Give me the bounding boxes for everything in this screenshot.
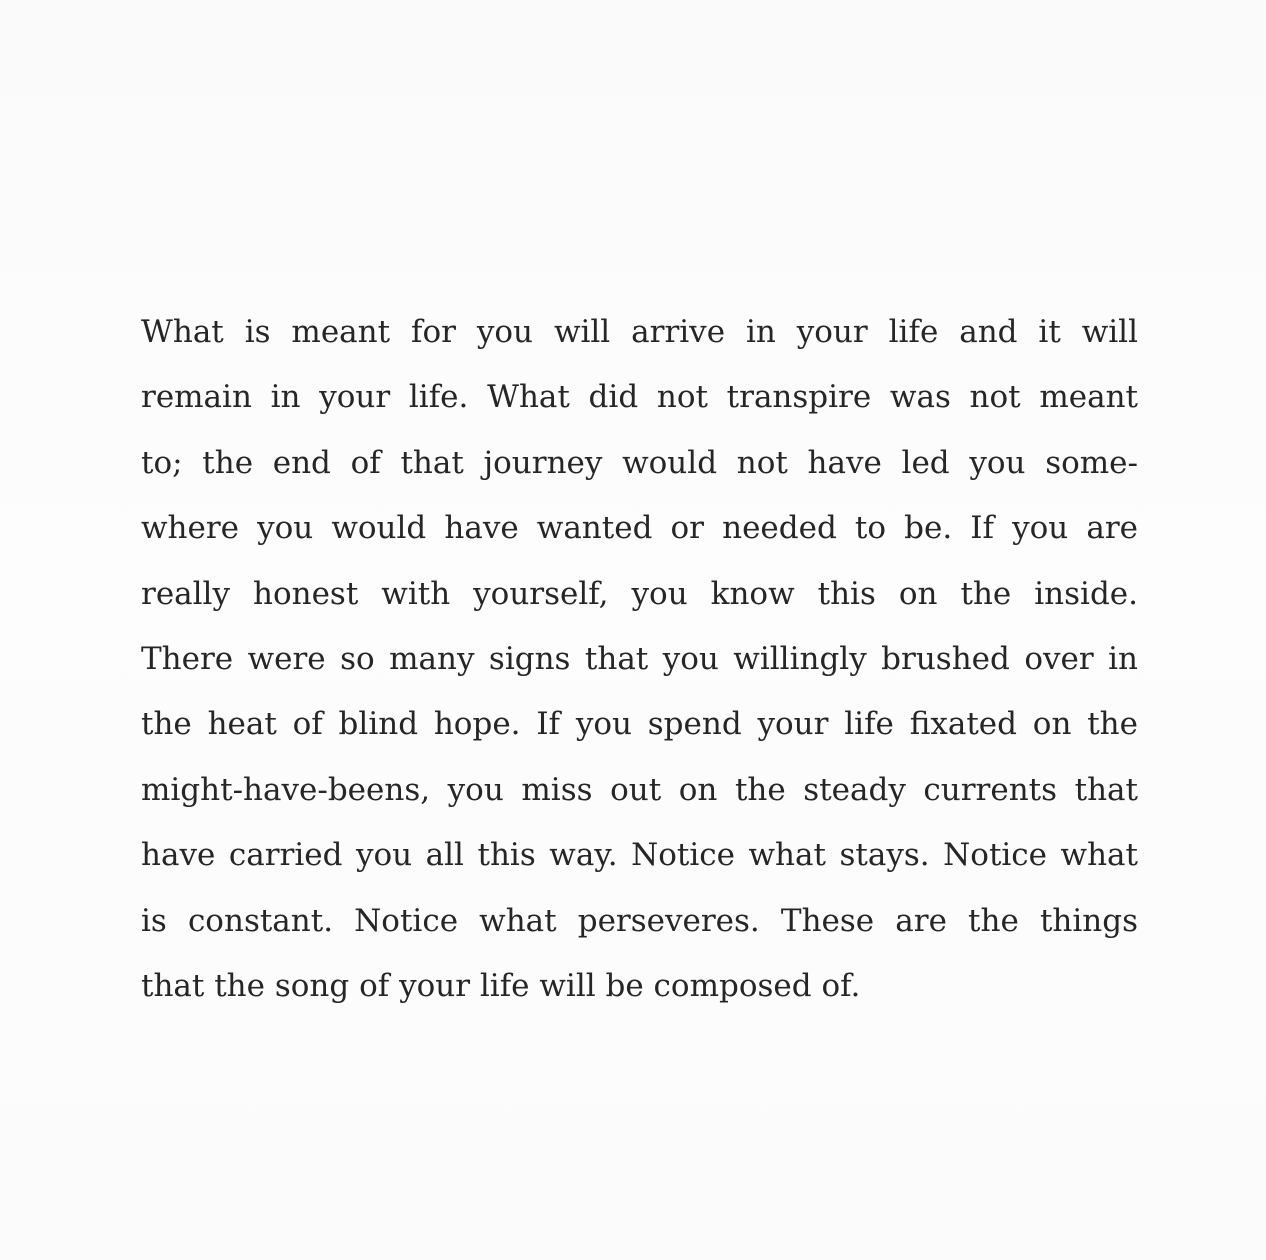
text-line: to; the end of that journey would not have led you some-: [141, 444, 1138, 481]
text-line: where you would have wanted or needed to be. If you are: [141, 510, 1138, 547]
text-line: really honest with yourself, you know this on the inside.: [141, 575, 1138, 612]
text-line: have carried you all this way. Notice what stays. Notice what: [141, 837, 1138, 874]
text-line: that the song of your life will be composed of.: [141, 967, 861, 1004]
text-line: There were so many signs that you willingly brushed over in: [141, 640, 1138, 677]
text-line: the heat of blind hope. If you spend your life fixated on the: [141, 706, 1138, 743]
text-line: is constant. Notice what perseveres. These are the things: [141, 902, 1138, 939]
passage-text: [141, 300, 1138, 1019]
text-line: What is meant for you will arrive in your life and it will: [141, 314, 1138, 350]
text-line: might-have-beens, you miss out on the steady currents that: [141, 771, 1138, 808]
text-line: remain in your life. What did not transpire was not meant: [141, 379, 1138, 416]
